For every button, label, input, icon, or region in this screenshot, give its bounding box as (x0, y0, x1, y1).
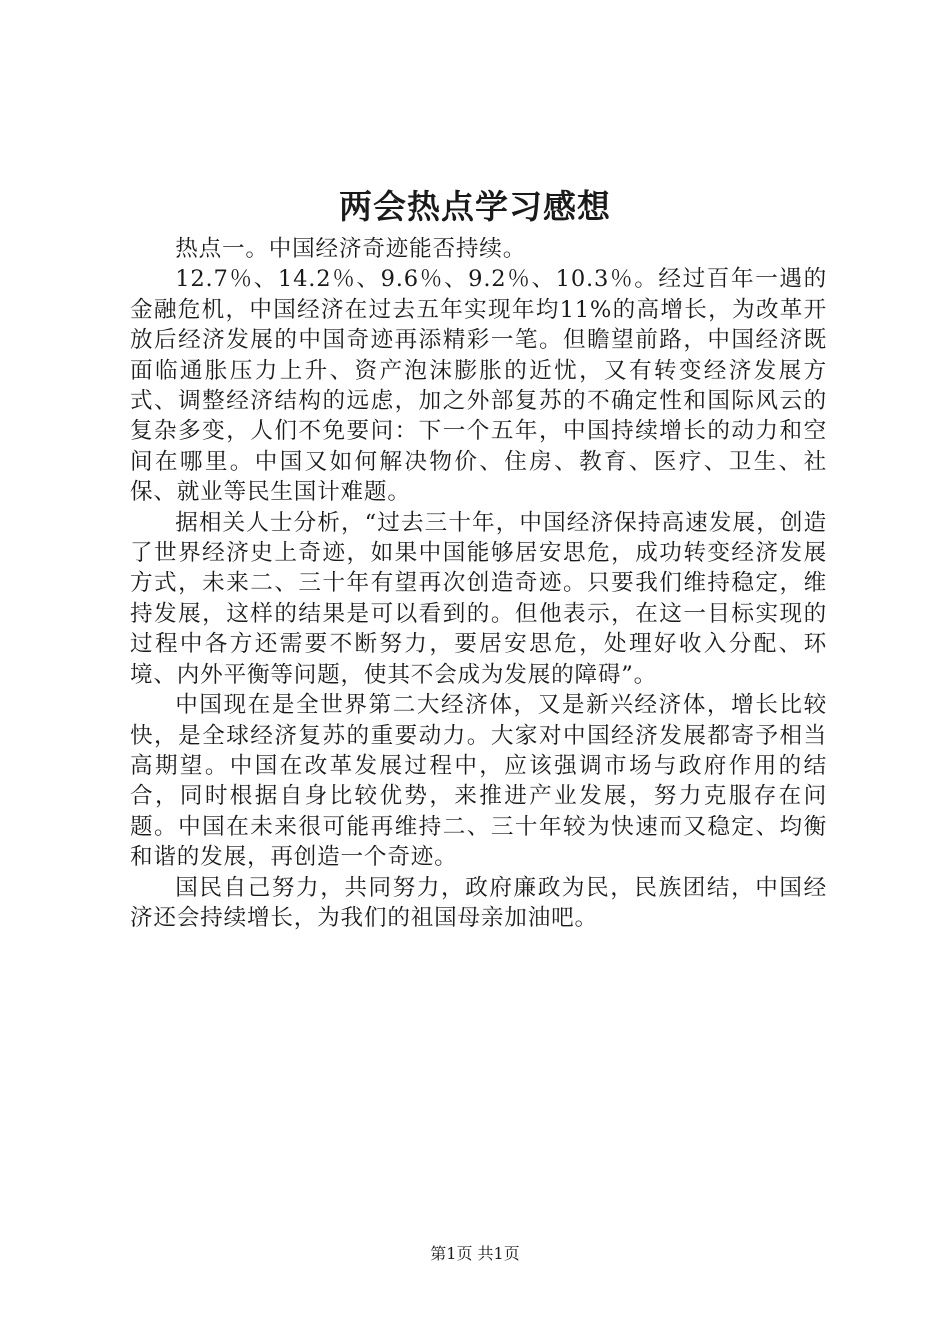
page-footer: 第1页 共1页 (430, 1244, 520, 1263)
paragraph-second-economy: 中国现在是全世界第二大经济体，又是新兴经济体，增长比较快，是全球经济复苏的重要动力。大家对中国经济发展都寄予相当高期望。中国在改革发展过程中，应该强调市场与政府作用的结合，同时根据自身比较优势，来推进产业发展，努力克服存在问题。中国在未来很可能再维持二、三十年较为快速而又稳定、均衡和谐的发展，再创造一个奇迹。 (130, 692, 827, 871)
paragraph-hotspot-heading: 热点一。中国经济奇迹能否持续。 (175, 236, 527, 262)
paragraph-conclusion: 国民自己努力，共同努力，政府廉政为民，民族团结，中国经济还会持续增长，为我们的祖国母亲加油吧。 (130, 874, 827, 931)
document-body (130, 234, 827, 933)
document-title: 两会热点学习感想 (339, 187, 611, 226)
paragraph-expert-analysis: 据相关人士分析，“过去三十年，中国经济保持高速发展，创造了世界经济史上奇迹，如果中国能够居安思危，成功转变经济发展方式，未来二、三十年有望再次创造奇迹。只要我们维持稳定，维持发展，这样的结果是可以看到的。但他表示，在这一目标实现的过程中各方还需要不断努力，要居安思危，处理好收入分配、环境、内外平衡等问题，使其不会成为发展的障碍”。 (130, 509, 827, 688)
paragraph-growth-figures: 12.7％、14.2％、9.6％、9.2％、10.3％。经过百年一遇的金融危机，中国经济在过去五年实现年均11%的高增长，为改革开放后经济发展的中国奇迹再添精彩一笔。但瞻望前路，中国经济既面临通胀压力上升、资产泡沫膨胀的近忧，又有转变经济发展方式、调整经济结构的远虑，加之外部复苏的不确定性和国际风云的复杂多变，人们不免要问：下一个五年，中国持续增长的动力和空间在哪里。中国又如何解决物价、住房、教育、医疗、卫生、社保、就业等民生国计难题。 (130, 266, 827, 506)
